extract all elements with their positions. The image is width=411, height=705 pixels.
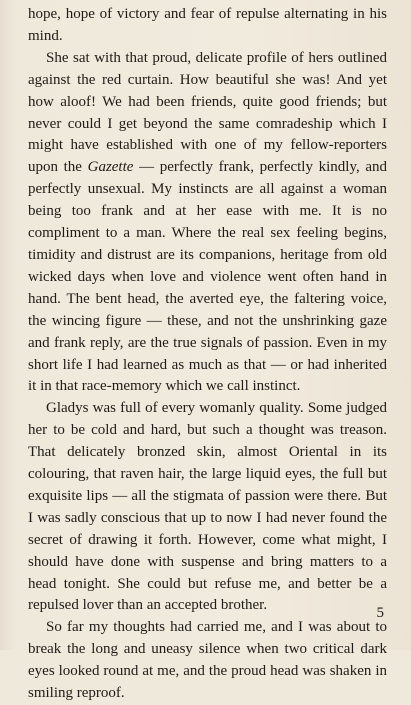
paragraph-2-end: — perfectly frank, perfectly kindly, and perfectly unsexual. My instincts are all against a woman being too frank and at her ease with me. It is no compliment to a man. Where the real sex feeling begins, timidity and distrust are its companions, heritage from old wicked days when love and violence went often hand in hand. The bent head, the averted eye, the faltering voice, the wincing figure — these, and not the unshrinking gaze and frank reply, are the true signals of passion. Even in my short life I had learned as much as that — or had inherited it in that race-memory which we call instinct.: [28, 159, 388, 395]
paragraph-1: hope, hope of victory and fear of repulse alternating in his mind.: [28, 6, 387, 44]
paragraph-2-start: She sat with that proud, delicate profile of hers outlined against the red curtain. How beautiful she was! And yet how aloof! We had been friends, quite good friends; but never could I get beyond the same comradeship which I might have established with one of my fellow-reporters upon the: [28, 49, 387, 176]
newspaper-name: Gazette: [87, 159, 134, 176]
paragraph-4: So far my thoughts had carried me, and I was about to break the long and uneasy silence when two critical dark eyes looked round at me, and the proud head was shaken in smiling reproof.: [28, 619, 387, 702]
paragraph-3: Gladys was full of every womanly quality. Some judged her to be cold and hard, but such a thought was treason. That delicately bronzed skin, almost Oriental in its colouring, that raven hair, the large liquid eyes, the full but exquisite lips — all the stigmata of passion were there. But I was sadly conscious that up to now I had never found the secret of drawing it forth. However, come what might, I should have done with suspense and bring matters to a head tonight. She could but refuse me, and better be a repulsed lover than an accepted brother.: [28, 400, 387, 614]
body-text: [28, 4, 387, 705]
page-number: 5: [376, 605, 384, 621]
paragraph-2: [28, 48, 387, 399]
